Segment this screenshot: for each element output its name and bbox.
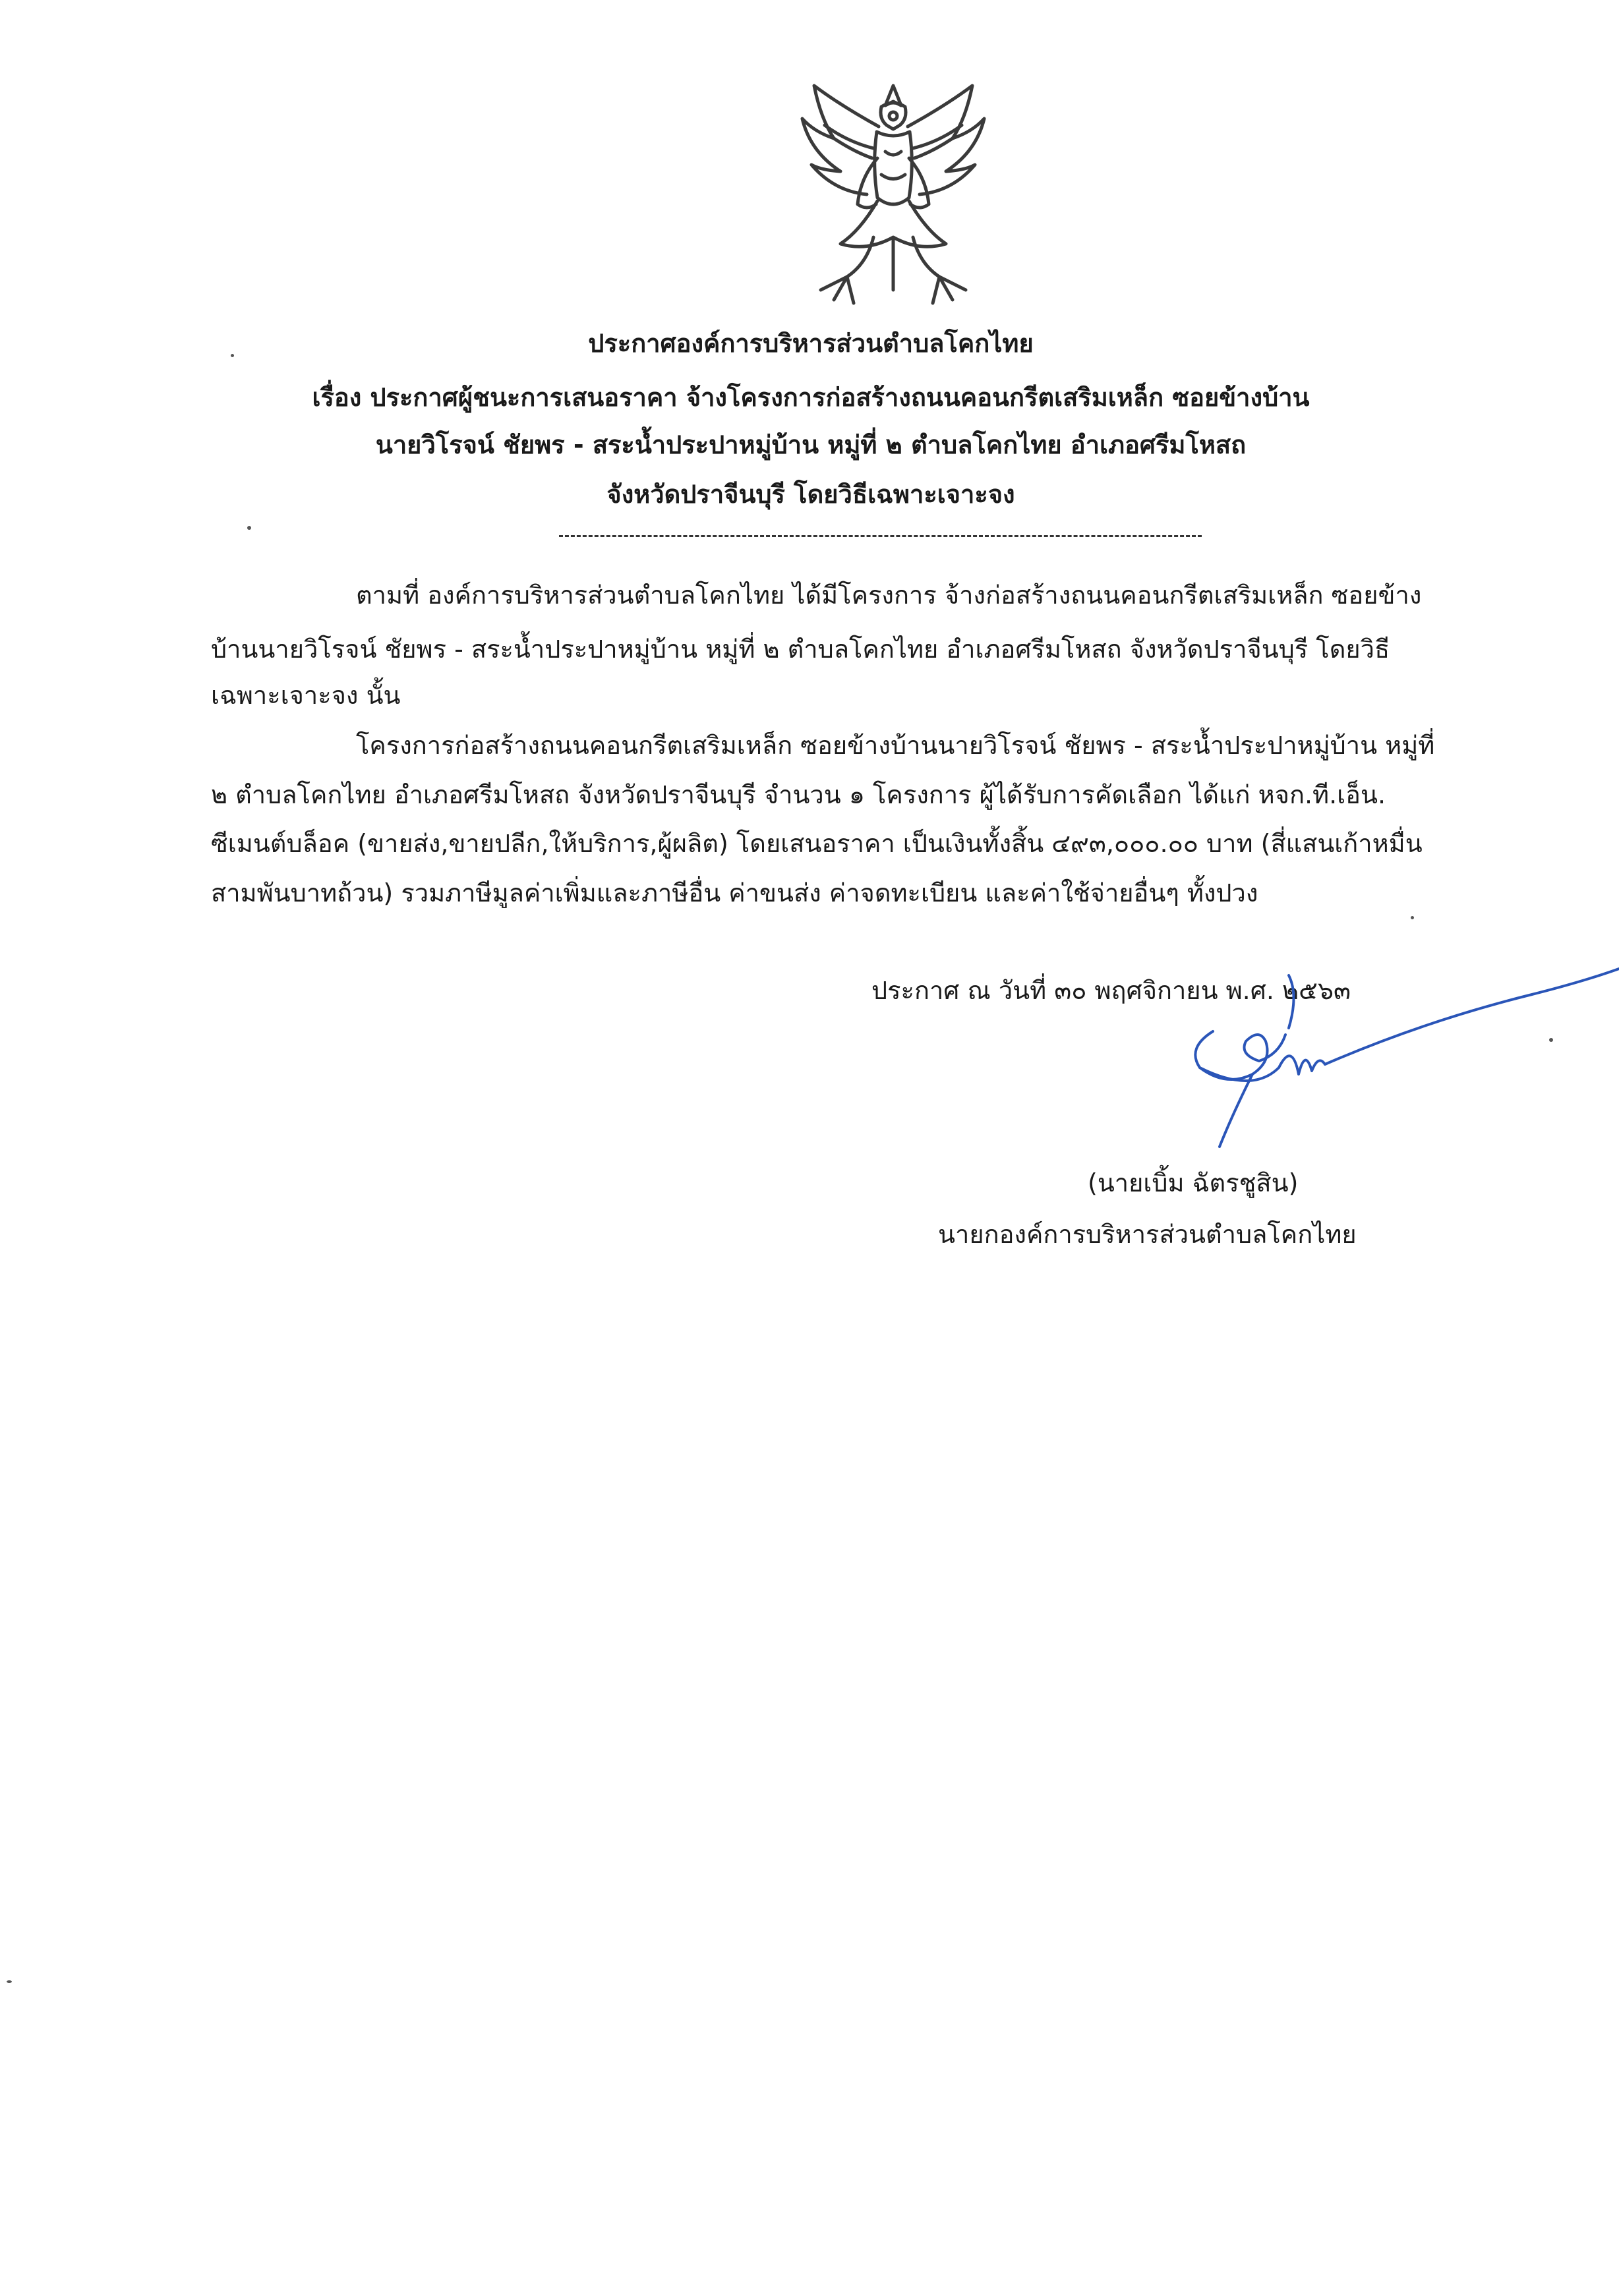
document-subject-line-1: เรื่อง ประกาศผู้ชนะการเสนอราคา จ้างโครงการก่อสร้างถนนคอนกรีตเสริมเหล็ก ซอยข้างบ้าน [312,383,1310,412]
paragraph-2-line: โครงการก่อสร้างถนนคอนกรีตเสริมเหล็ก ซอยข้างบ้านนายวิโรจน์ ชัยพร - สระน้ำประปาหมู่บ้าน หมู่ที่ [356,731,1435,760]
scan-speck [247,526,251,530]
signer-title: นายกองค์การบริหารส่วนตำบลโคกไทย [938,1220,1357,1249]
paragraph-2-line: สามพันบาทถ้วน) รวมภาษีมูลค่าเพิ่มและภาษีอื่น ค่าขนส่ง ค่าจดทะเบียน และค่าใช้จ่ายอื่นๆ ทั้งปวง [211,878,1258,907]
paragraph-1-line: ตามที่ องค์การบริหารส่วนตำบลโคกไทย ได้มีโครงการ จ้างก่อสร้างถนนคอนกรีตเสริมเหล็ก ซอยข้าง [356,581,1422,610]
signer-name: (นายเบิ้ม ฉัตรชูสิน) [1088,1168,1299,1197]
document-title: ประกาศองค์การบริหารส่วนตำบลโคกไทย [588,329,1034,358]
paragraph-1-line: เฉพาะเจาะจง นั้น [211,681,401,710]
heading-divider [559,535,1202,537]
handwritten-signature [1173,956,1619,1160]
announcement-date: ประกาศ ณ วันที่ ๓๐ พฤศจิกายน พ.ศ. ๒๕๖๓ [871,976,1351,1005]
scan-speck [231,354,234,357]
paragraph-2-line: ซีเมนต์บล็อค (ขายส่ง,ขายปลีก,ให้บริการ,ผู้ผลิต) โดยเสนอราคา เป็นเงินทั้งสิ้น ๔๙๓,๐๐๐.๐๐ บาท (สี่แสนเก้าหมื่น [211,829,1423,858]
scan-speck [7,1980,12,1983]
scan-speck [1549,1038,1553,1042]
document-subject-line-2: นายวิโรจน์ ชัยพร - สระน้ำประปาหมู่บ้าน หมู่ที่ ๒ ตำบลโคกไทย อำเภอศรีมโหสถ [375,430,1247,459]
paragraph-2-line: ๒ ตำบลโคกไทย อำเภอศรีมโหสถ จังหวัดปราจีนบุรี จำนวน ๑ โครงการ ผู้ได้รับการคัดเลือก ได้แก่ หจก.ที.เอ็น. [211,780,1386,809]
paragraph-1-line: บ้านนายวิโรจน์ ชัยพร - สระน้ำประปาหมู่บ้าน หมู่ที่ ๒ ตำบลโคกไทย อำเภอศรีมโหสถ จังหวัดปราจีนบุรี โดยวิธี [211,635,1390,664]
garuda-emblem-icon [794,79,992,316]
scan-speck [1411,916,1414,919]
document-subject-line-3: จังหวัดปราจีนบุรี โดยวิธีเฉพาะเจาะจง [606,480,1015,509]
